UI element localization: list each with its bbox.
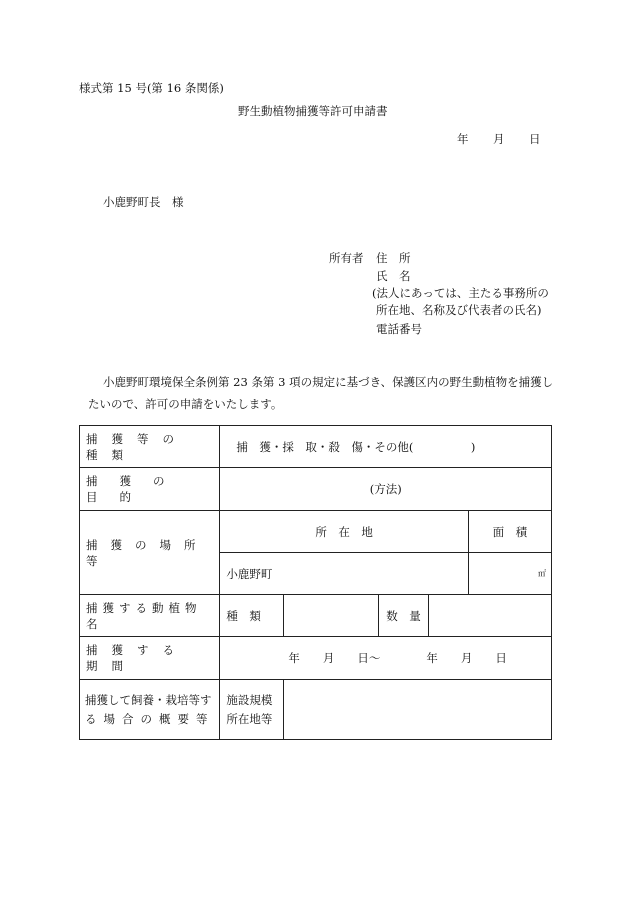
species-type-label: 種 類	[220, 595, 283, 637]
location-field[interactable]: 小鹿野町	[220, 553, 468, 595]
capture-type-label	[80, 426, 220, 468]
capture-purpose-label: 捕獲の目的	[80, 468, 220, 511]
row-keeping-overview	[80, 680, 552, 740]
address-label: 住 所	[376, 251, 411, 265]
keeping-overview-label	[80, 680, 220, 740]
corporate-note-line1: (法人にあっては、主たる事務所の	[372, 286, 549, 300]
application-table	[79, 425, 552, 740]
body-text-line2: たいので、許可の申請をいたします。	[88, 397, 283, 411]
corporate-note-line2: 所在地、名称及び代表者の氏名)	[376, 303, 542, 317]
row-period	[80, 637, 552, 680]
species-type-field[interactable]	[283, 595, 378, 637]
form-number: 様式第 15 号(第 16 条関係)	[79, 81, 224, 95]
species-qty-field[interactable]	[428, 595, 551, 637]
row-species	[80, 595, 552, 637]
species-label: 捕獲する動植物名	[80, 595, 220, 637]
facility-sub-label-line2: 所在地等	[226, 711, 273, 726]
facility-sub-label	[220, 680, 283, 740]
body-text-line1: 小鹿野町環境保全条例第 23 条第 3 項の規定に基づき、保護区内の野生動植物を捕獲し	[103, 375, 554, 389]
capture-type-field[interactable]: 捕 獲・採 取・殺 傷・その他( )	[220, 426, 552, 468]
keeping-overview-label-line2: る場合の概要等	[85, 711, 215, 726]
row-capture-place-header	[80, 511, 552, 553]
period-field[interactable]: 年 月 日～ 年 月 日	[220, 637, 552, 680]
facility-sub-label-line1: 施設規模	[226, 692, 273, 707]
capture-type-label-text: 捕獲等の種類	[86, 431, 188, 462]
owner-label: 所有者	[329, 251, 364, 265]
species-qty-label: 数 量	[379, 595, 429, 637]
date-month-label: 月	[493, 132, 505, 146]
capture-purpose-field[interactable]: (方法)	[220, 468, 552, 511]
phone-label: 電話番号	[376, 322, 422, 336]
addressee: 小鹿野町長 様	[103, 195, 184, 209]
location-header: 所 在 地	[220, 511, 468, 553]
keeping-overview-label-line1: 捕獲して飼養・栽培等す	[85, 692, 212, 707]
area-header: 面 積	[468, 511, 551, 553]
date-day-label: 日	[529, 132, 541, 146]
area-field[interactable]: ㎡	[468, 553, 551, 595]
document-title: 野生動植物捕獲等許可申請書	[238, 104, 388, 118]
period-label: 捕獲する期間	[80, 637, 220, 680]
date-year-label: 年	[457, 132, 469, 146]
capture-place-label: 捕獲の場所等	[80, 511, 220, 595]
name-label: 氏 名	[376, 269, 411, 283]
row-capture-purpose	[80, 468, 552, 511]
row-capture-type	[80, 426, 552, 468]
keeping-overview-field[interactable]	[283, 680, 551, 740]
